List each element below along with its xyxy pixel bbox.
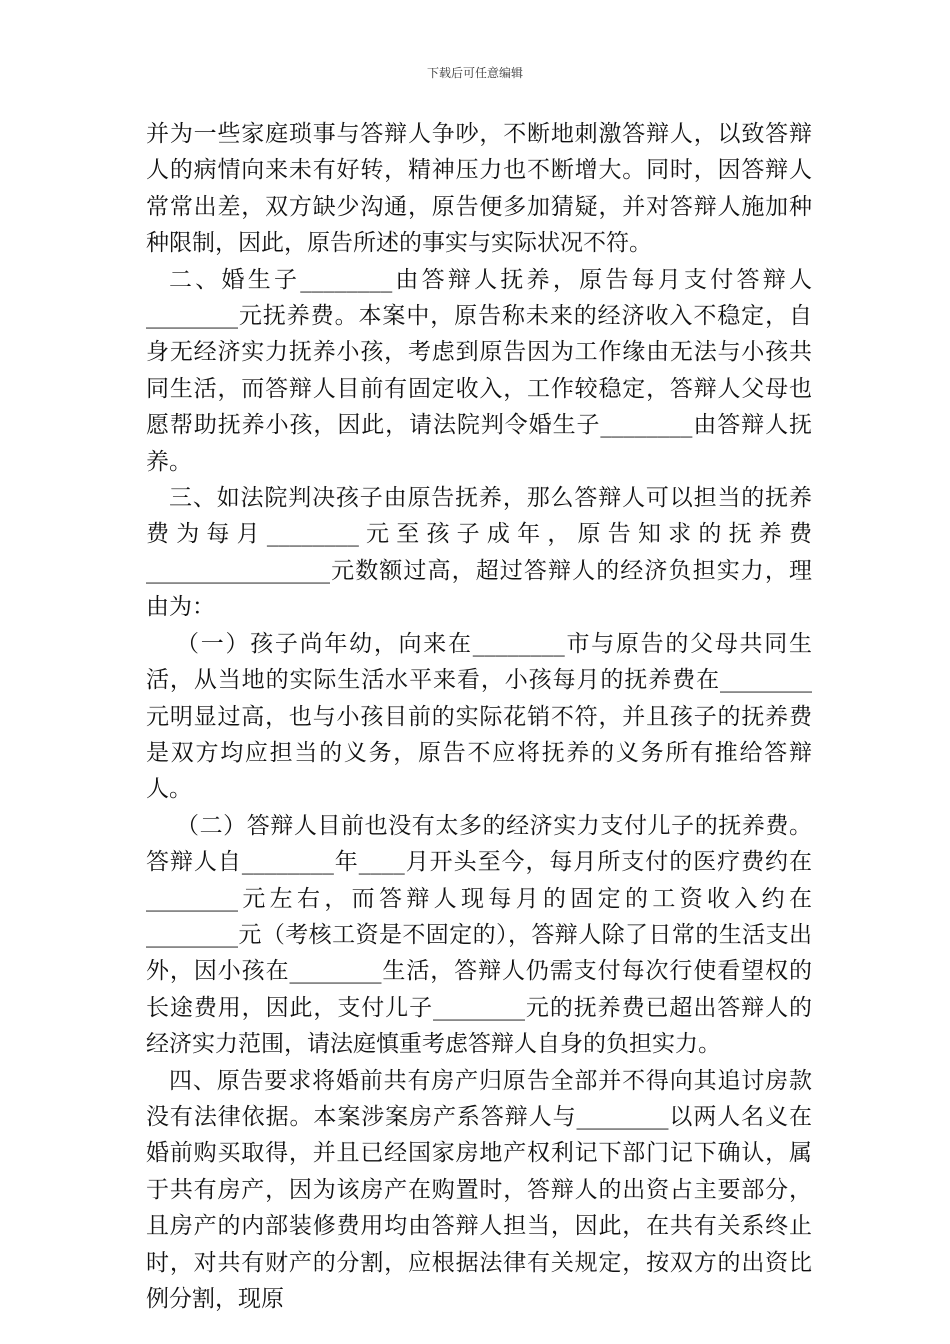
paragraph-section-2: 二、婚生子________由答辩人抚养，原告每月支付答辩人________元抚养费。本案中，原告称未来的经济收入不稳定，自身无经济实力抚养小孩，考虑到原告因为工作缘由无法与小孩共同生活，而答辩人目前有固定收入，工作较稳定，答辩人父母也愿帮助抚养小孩，因此，请法院判令婚生子________由答辩人抚养。 (146, 266, 812, 475)
paragraph-continuation: 并为一些家庭琐事与答辩人争吵，不断地刺激答辩人，以致答辩人的病情向来未有好转，精神压力也不断增大。同时，因答辩人常常出差，双方缺少沟通，原告便多加猜疑，并对答辩人施加种种限制，因此，原告所述的事实与实际状况不符。 (146, 121, 812, 257)
document-body (146, 116, 812, 1317)
paragraph-section-4: 四、原告要求将婚前共有房产归原告全部并不得向其追讨房款没有法律依据。本案涉案房产系答辩人与________以两人名义在婚前购买取得，并且已经国家房地产权利记下部门记下确认，属于共有房产，因为该房产在购置时，答辩人的出资占主要部分，且房产的内部装修费用均由答辩人担当，因此，在共有关系终止时，对共有财产的分割，应根据法律有关规定，按双方的出资比例分割，现原 (146, 1067, 812, 1312)
paragraph-subsection-2: （二）答辩人目前也没有太多的经济实力支付儿子的抚养费。答辩人自________年____月开头至今，每月所支付的医疗费约在________元左右，而答辩人现每月的固定的工资收入约在________元（考核工资是不固定的），答辩人除了日常的生活支出外，因小孩在________生活，答辩人仍需支付每次行使看望权的长途费用，因此，支付儿子________元的抚养费已超出答辩人的经济实力范围，请法庭慎重考虑答辩人自身的负担实力。 (146, 812, 812, 1058)
page-header: 下载后可任意编辑 (426, 66, 523, 80)
paragraph-subsection-1: （一）孩子尚年幼，向来在________市与原告的父母共同生活，从当地的实际生活水平来看，小孩每月的抚养费在________元明显过高，也与小孩目前的实际花销不符，并且孩子的抚养费是双方均应担当的义务，原告不应将抚养的义务所有推给答辩人。 (146, 630, 812, 803)
paragraph-section-3: 三、如法院判决孩子由原告抚养，那么答辩人可以担当的抚养费为每月________元至孩子成年，原告知求的抚养费________________元数额过高，超过答辩人的经济负担实力，理由为： (146, 485, 812, 621)
